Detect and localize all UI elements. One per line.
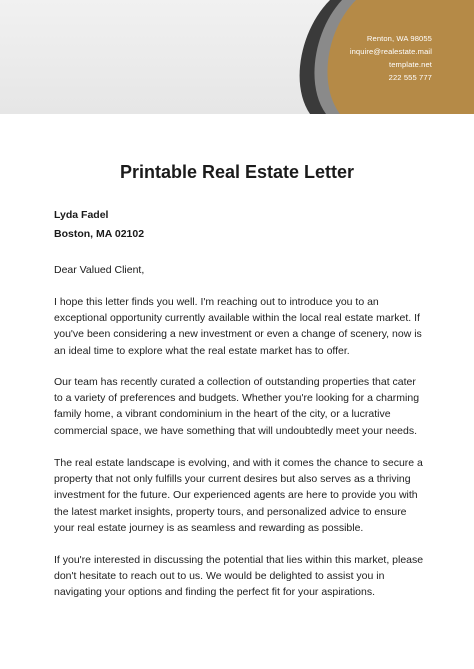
salutation: Dear Valued Client,	[54, 264, 145, 276]
contact-phone: 222 555 777	[388, 73, 432, 82]
contact-website: template.net	[389, 60, 432, 69]
paragraph-intro: I hope this letter finds you well. I'm reaching out to introduce you to an exceptional opportunity currently available within the local real estate market. If you've been considering a new investment or even a change of scenery, now is an ideal time to explore what the real estate market has to offer.	[54, 296, 422, 357]
letterhead-banner	[0, 0, 474, 114]
sender-block	[54, 206, 144, 243]
paragraph-landscape: The real estate landscape is evolving, and with it comes the chance to secure a property that not only fulfills your current desires but also serves as a thriving investment for the future. Our experienced agents are here to provide you with the latest market insights, property tours, and personalized advice to ensure your real estate journey is as seamless and rewarding as possible.	[54, 457, 423, 534]
sender-name: Lyda Fadel	[54, 209, 109, 221]
paragraph-properties: Our team has recently curated a collection of outstanding properties that cater to a variety of preferences and budgets. Whether you're looking for a charming family home, a vibrant condominium in the heart of the city, or a lucrative commercial space, we have something that will undoubtedly meet your needs.	[54, 376, 420, 437]
paragraph-closing: If you're interested in discussing the potential that lies within this market, please don't hesitate to reach out to us. We would be delighted to assist you in navigating your options and finding the perfect fit for your aspirations.	[54, 554, 424, 599]
contact-email: inquire@realestate.mail	[349, 47, 432, 56]
letter-title: Printable Real Estate Letter	[119, 162, 355, 182]
contact-address: Renton, WA 98055	[366, 34, 432, 43]
sender-address: Boston, MA 02102	[54, 228, 145, 240]
contact-block	[350, 32, 432, 84]
